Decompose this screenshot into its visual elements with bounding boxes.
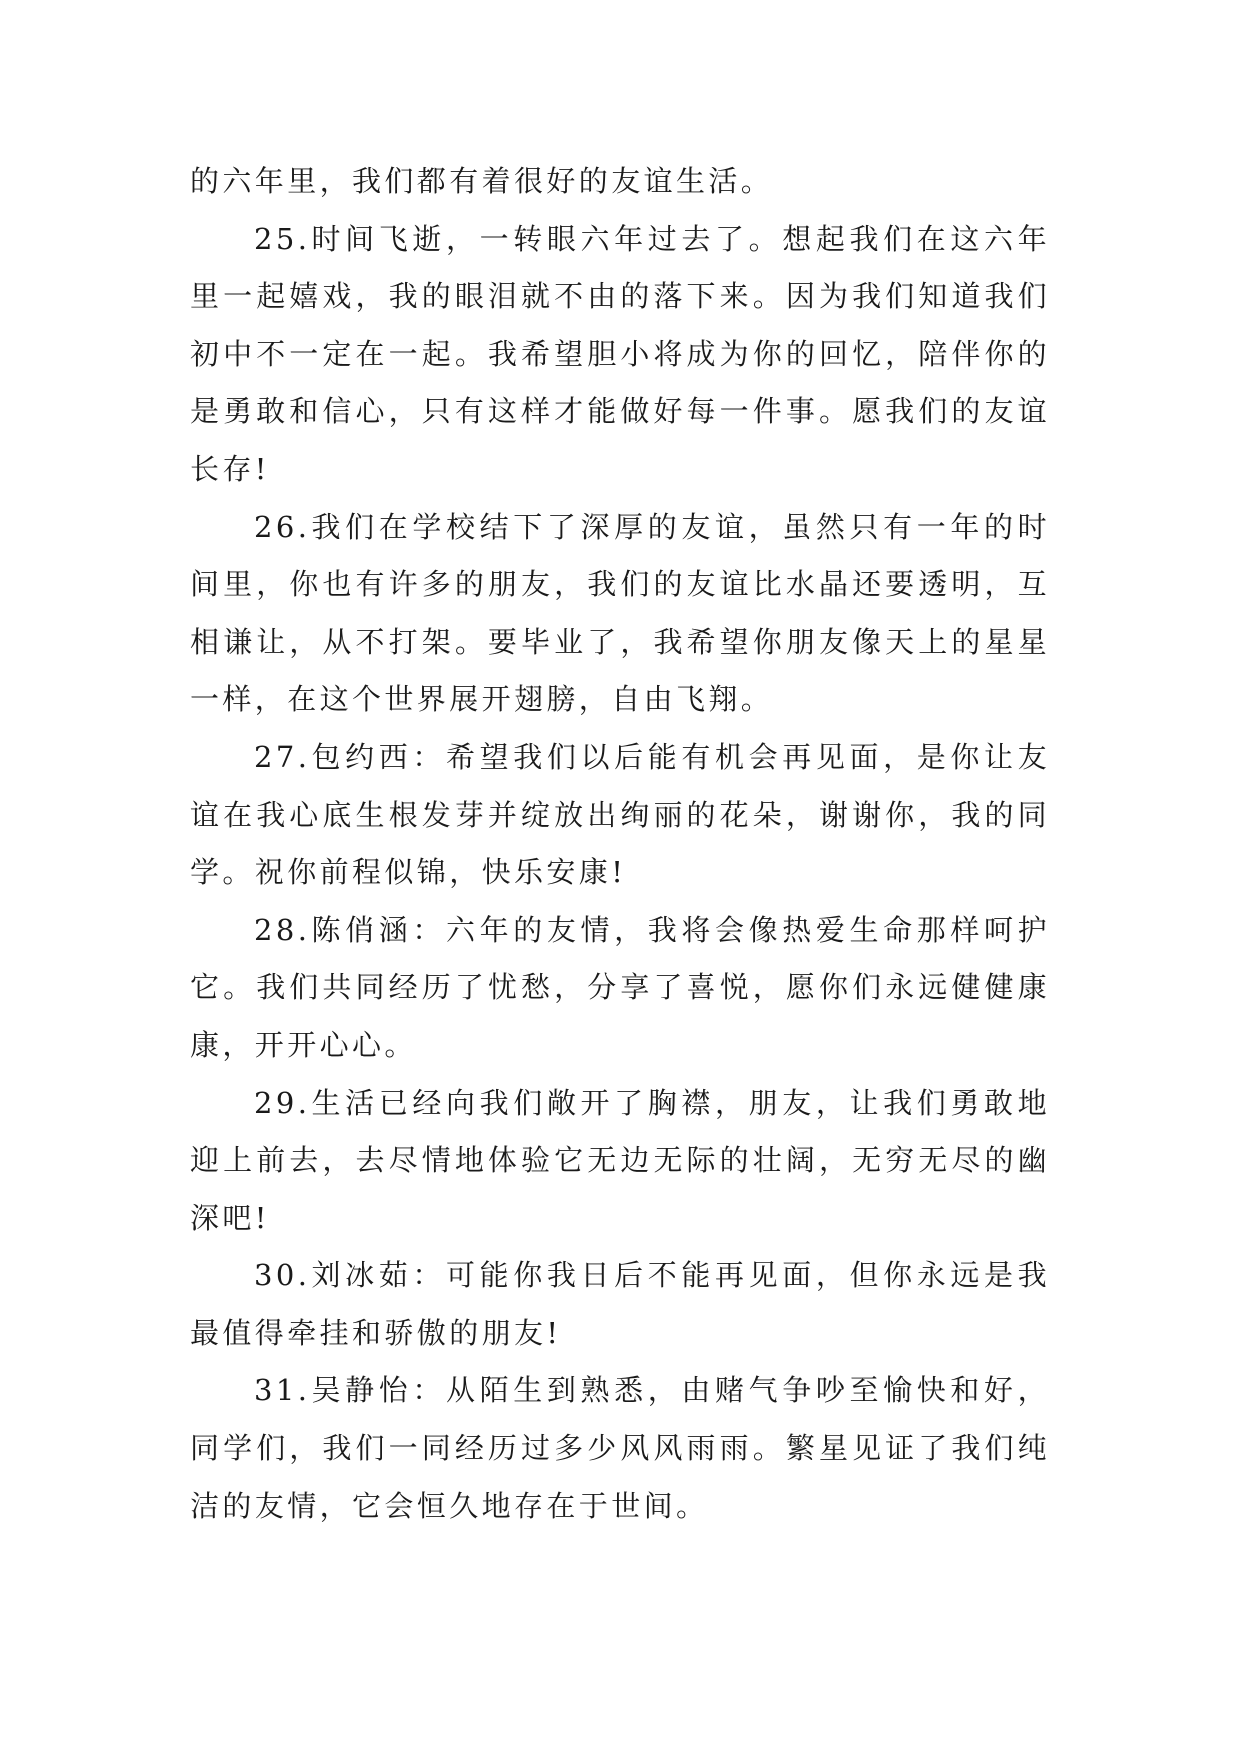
paragraph-30: 30.刘冰茹：可能你我日后不能再见面，但你永远是我最值得牵挂和骄傲的朋友!	[190, 1258, 1050, 1350]
paragraph-25: 25.时间飞逝，一转眼六年过去了。想起我们在这六年里一起嬉戏，我的眼泪就不由的落下来。因为我们知道我们初中不一定在一起。我希望胆小将成为你的回忆，陪伴你的是勇敢和信心，只有这样才能做好每一件事。愿我们的友谊长存!	[190, 221, 1050, 486]
paragraph-31: 31.吴静怡：从陌生到熟悉，由赌气争吵至愉快和好，同学们，我们一同经历过多少风风雨雨。繁星见证了我们纯洁的友情，它会恒久地存在于世间。	[190, 1373, 1050, 1523]
document-body	[190, 153, 1050, 1535]
paragraph-continuation: 的六年里，我们都有着很好的友谊生活。	[190, 164, 774, 198]
paragraph-29: 29.生活已经向我们敞开了胸襟，朋友，让我们勇敢地迎上前去，去尽情地体验它无边无际的壮阔，无穷无尽的幽深吧!	[190, 1085, 1050, 1235]
paragraph-26: 26.我们在学校结下了深厚的友谊，虽然只有一年的时间里，你也有许多的朋友，我们的友谊比水晶还要透明，互相谦让，从不打架。要毕业了，我希望你朋友像天上的星星一样，在这个世界展开翅膀，自由飞翔。	[190, 509, 1050, 717]
paragraph-27: 27.包约西：希望我们以后能有机会再见面，是你让友谊在我心底生根发芽并绽放出绚丽的花朵，谢谢你，我的同学。祝你前程似锦，快乐安康!	[190, 739, 1050, 890]
paragraph-28: 28.陈俏涵：六年的友情，我将会像热爱生命那样呵护它。我们共同经历了忧愁，分享了喜悦，愿你们永远健健康康，开开心心。	[190, 912, 1050, 1062]
